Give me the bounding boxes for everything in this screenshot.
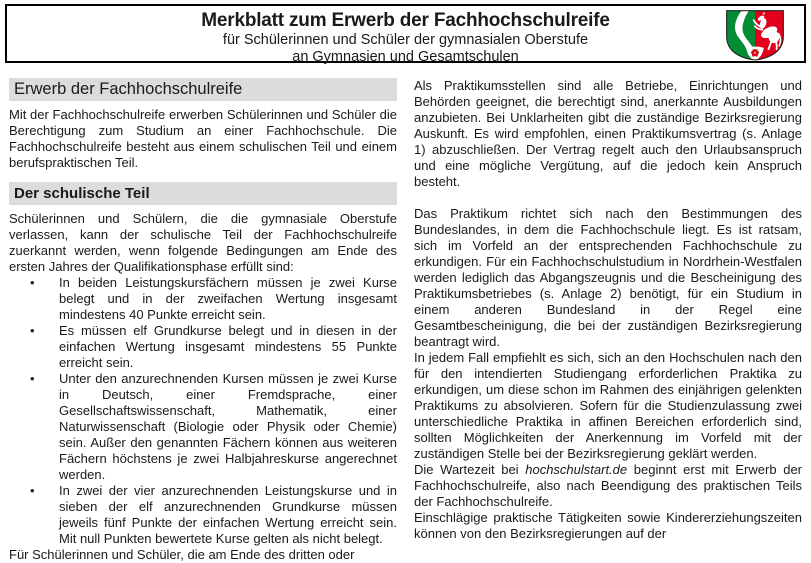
- list-item: • In beiden Leistungskursfächern müssen je zwei Kurse belegt und in der zweifachen Wertung insgesamt mindestens 40 Punkte erreicht sein.: [9, 275, 397, 323]
- paragraph-empfehlung: In jedem Fall empfiehlt es sich, sich an den Hochschulen nach den für den intendierten Studiengang erforderlichen Praktika zu erkundigen, um diese schon im Rahmen des einjährigen gelenkten Praktikums zu absolvieren. Sofern für die Studienzulassung zwei unterschiedliche Praktika in affinen Bereichen erforderlich sind, sollten Möglichkeiten der Anerkennung im Vorfeld mit der zuständigen Stelle bei der Bezirksregierung geklärt werden.: [414, 350, 802, 461]
- document-subtitle-line1: für Schülerinnen und Schüler der gymnasialen Oberstufe: [222, 32, 589, 48]
- document-title: Merkblatt zum Erwerb der Fachhochschulreife: [201, 10, 610, 31]
- paragraph-erwerb: Mit der Fachhochschulreife erwerben Schülerinnen und Schüler die Berechtigung zum Studium an einer Fachhochschule. Die Fachhochschulreife besteht aus einem schulischen Teil und einem berufspraktischen Teil.: [9, 107, 397, 170]
- paragraph-bedingungen-intro: Schülerinnen und Schülern, die die gymnasiale Oberstufe verlassen, kann der schulische Teil der Fachhochschulreife zuerkannt werden, wenn folgende Bedingungen am Ende des ersten Jahres der Qualifikationsphase erfüllt sind:: [9, 211, 397, 274]
- section-heading-schulischer-teil: Der schulische Teil: [9, 182, 397, 205]
- hochschulstart-domain-text: hochschulstart.de: [525, 462, 628, 477]
- document-subtitle-line2: an Gymnasien und Gesamtschulen: [292, 48, 519, 65]
- list-item: • Es müssen elf Grundkurse belegt und in diesen in der einfachen Wertung insgesamt mindestens 55 Punkte erreicht sein.: [9, 323, 397, 371]
- section-heading-erwerb: Erwerb der Fachhochschulreife: [9, 78, 397, 101]
- paragraph-bestimmungen: Das Praktikum richtet sich nach den Bestimmungen des Bundeslandes, in dem die Fachhochschule liegt. Es ist ratsam, sich im Vorfeld an der entsprechenden Fachhochschule zu erkundigen. Für ein Fachhochschulstudium in Nordrhein-Westfalen werden lediglich das Abgangszeugnis und die Bescheinigung des Praktikumsbetriebes (s. Anlage 2) benötigt, für ein Studium in einem anderen Bundesland in der Regel eine Gesamtbescheinigung, die bei der zuständigen Bezirksregierung beantragt wird.: [414, 206, 802, 349]
- wartezeit-text-before: Die Wartezeit bei: [414, 462, 526, 477]
- paragraph-closing-truncated: Für Schülerinnen und Schüler, die am Ende des dritten oder: [9, 547, 355, 562]
- right-column: [414, 78, 802, 563]
- wartezeit-text-after: beginnt erst mit Erwerb der Fachhochschulreife, also nach Beendigung des praktischen Teils der Fachhochschulreife.: [414, 462, 803, 509]
- paragraph-praktikumsstellen: Als Praktikumsstellen sind alle Betriebe, Einrichtungen und Behörden geeignet, die berechtigt sind, anerkannte Ausbildungen anzubieten. Bei Unklarheiten gibt die zuständige Bezirksregierung Auskunft. Es wird empfohlen, einen Praktikumsvertrag (s. Anlage 1) abzuschließen. Der Vertrag regelt auch den Urlaubsanspruch und eine mögliche Vergütung, auf die jedoch kein Anspruch besteht.: [414, 78, 802, 189]
- left-column: [9, 78, 397, 563]
- document-body: [0, 63, 811, 563]
- paragraph-wartezeit: [414, 462, 802, 510]
- requirements-list: [9, 275, 397, 547]
- document-header: [5, 4, 806, 63]
- nrw-coat-of-arms-icon: [715, 8, 795, 62]
- list-item: • Unter den anzurechnenden Kursen müssen je zwei Kurse in Deutsch, einer Fremdsprache, einer Gesellschaftswissenschaft, Mathematik, einer Naturwissenschaft (Biologie oder Physik oder Chemie) sein. Außer den genannten Fächern können aus weiteren Fächern höchstens je zwei Halbjahreskurse angerechnet werden.: [9, 371, 397, 483]
- paragraph-taetigkeiten-truncated: Einschlägige praktische Tätigkeiten sowie Kindererziehungszeiten können von den Bezirksregierungen auf der: [414, 510, 802, 541]
- list-item: • In zwei der vier anzurechnenden Leistungskurse und in sieben der elf anzurechnenden Grundkurse müssen jeweils fünf Punkte der einfachen Wertung erreicht sein. Mit null Punkten bewertete Kurse gelten als nicht belegt.: [9, 483, 397, 547]
